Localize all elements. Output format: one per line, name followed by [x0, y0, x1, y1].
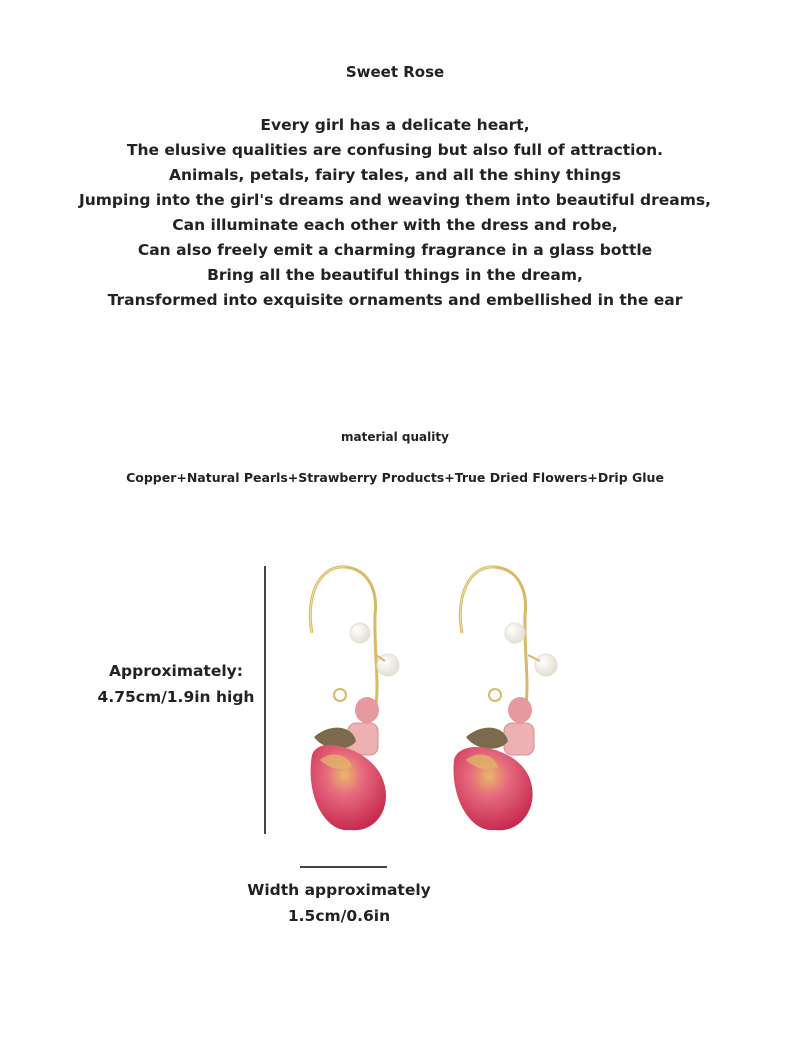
- material-heading: material quality: [341, 430, 449, 444]
- poem-line: The elusive qualities are confusing but also full of attraction.: [126, 141, 664, 159]
- height-label-line: Approximately:: [109, 662, 243, 680]
- poem-line: Transformed into exquisite ornaments and embellished in the ear: [107, 291, 683, 309]
- poem-line: Every girl has a delicate heart,: [260, 116, 530, 134]
- poem-line: Can also freely emit a charming fragrance in a glass bottle: [137, 241, 653, 259]
- width-label: [230, 877, 448, 929]
- height-label-value: 4.75cm/1.9in high: [97, 688, 255, 706]
- height-label: [90, 658, 262, 710]
- rose-earring-image: [290, 555, 420, 845]
- rose-earring-image: [440, 555, 570, 845]
- product-title: Sweet Rose: [345, 63, 445, 81]
- width-label-line: Width approximately: [247, 881, 431, 899]
- height-dimension-line: [264, 566, 266, 834]
- poem-line: Jumping into the girl's dreams and weaving them into beautiful dreams,: [78, 191, 712, 209]
- material-value: Copper+Natural Pearls+Strawberry Products+True Dried Flowers+Drip Glue: [126, 470, 664, 485]
- poem-text: [0, 113, 790, 313]
- poem-line: Can illuminate each other with the dress and robe,: [172, 216, 618, 234]
- width-label-value: 1.5cm/0.6in: [287, 907, 391, 925]
- width-dimension-line: [300, 866, 387, 868]
- poem-line: Animals, petals, fairy tales, and all the shiny things: [169, 166, 621, 184]
- poem-line: Bring all the beautiful things in the dream,: [207, 266, 583, 284]
